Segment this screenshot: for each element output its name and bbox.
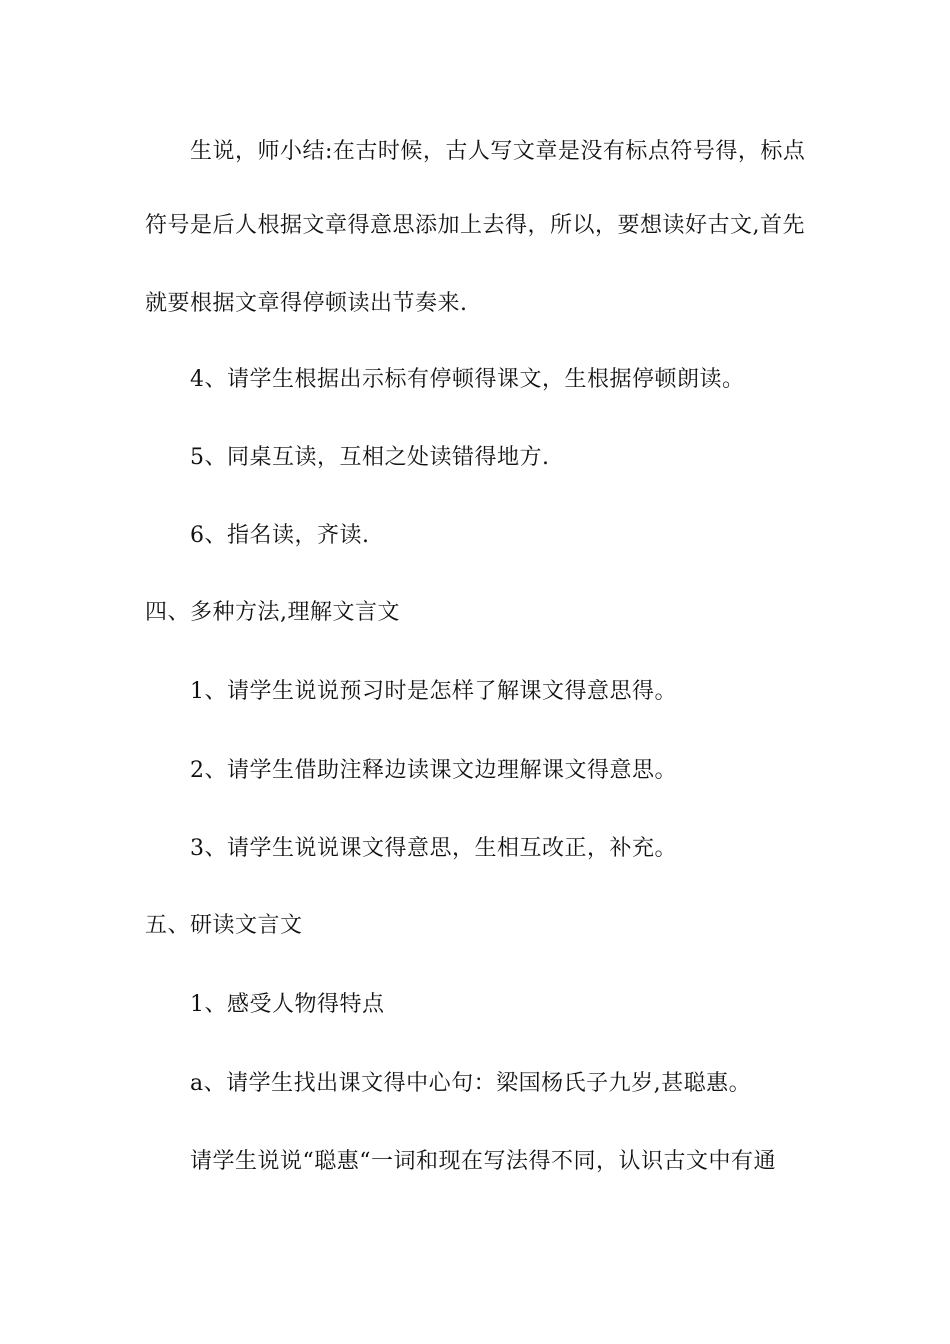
paragraph-line: 请学生说说“聪惠“一词和现在写法得不同，认识古文中有通 bbox=[190, 1149, 776, 1174]
paragraph-line: 生说，师小结:在古时候，古人写文章是没有标点符号得，标点 bbox=[190, 139, 806, 164]
section-heading: 四、多种方法,理解文言文 bbox=[145, 600, 400, 625]
section-heading: 五、研读文言文 bbox=[145, 913, 303, 938]
paragraph-line: 符号是后人根据文章得意思添加上去得，所以，要想读好古文,首先 bbox=[145, 213, 805, 238]
list-item: 3、请学生说说课文得意思，生相互改正，补充。 bbox=[190, 836, 677, 861]
list-item: 2、请学生借助注释边读课文边理解课文得意思。 bbox=[190, 758, 677, 783]
list-item: 1、感受人物得特点 bbox=[190, 992, 385, 1017]
list-item: a、请学生找出课文得中心句：梁国杨氏子九岁,甚聪惠。 bbox=[190, 1071, 752, 1096]
paragraph-line: 就要根据文章得停顿读出节奏来. bbox=[145, 291, 468, 316]
list-item: 6、指名读，齐读. bbox=[190, 523, 370, 548]
list-item: 5、同桌互读，互相之处读错得地方. bbox=[190, 445, 550, 470]
list-item: 4、请学生根据出示标有停顿得课文，生根据停顿朗读。 bbox=[190, 367, 745, 392]
list-item: 1、请学生说说预习时是怎样了解课文得意思得。 bbox=[190, 679, 677, 704]
